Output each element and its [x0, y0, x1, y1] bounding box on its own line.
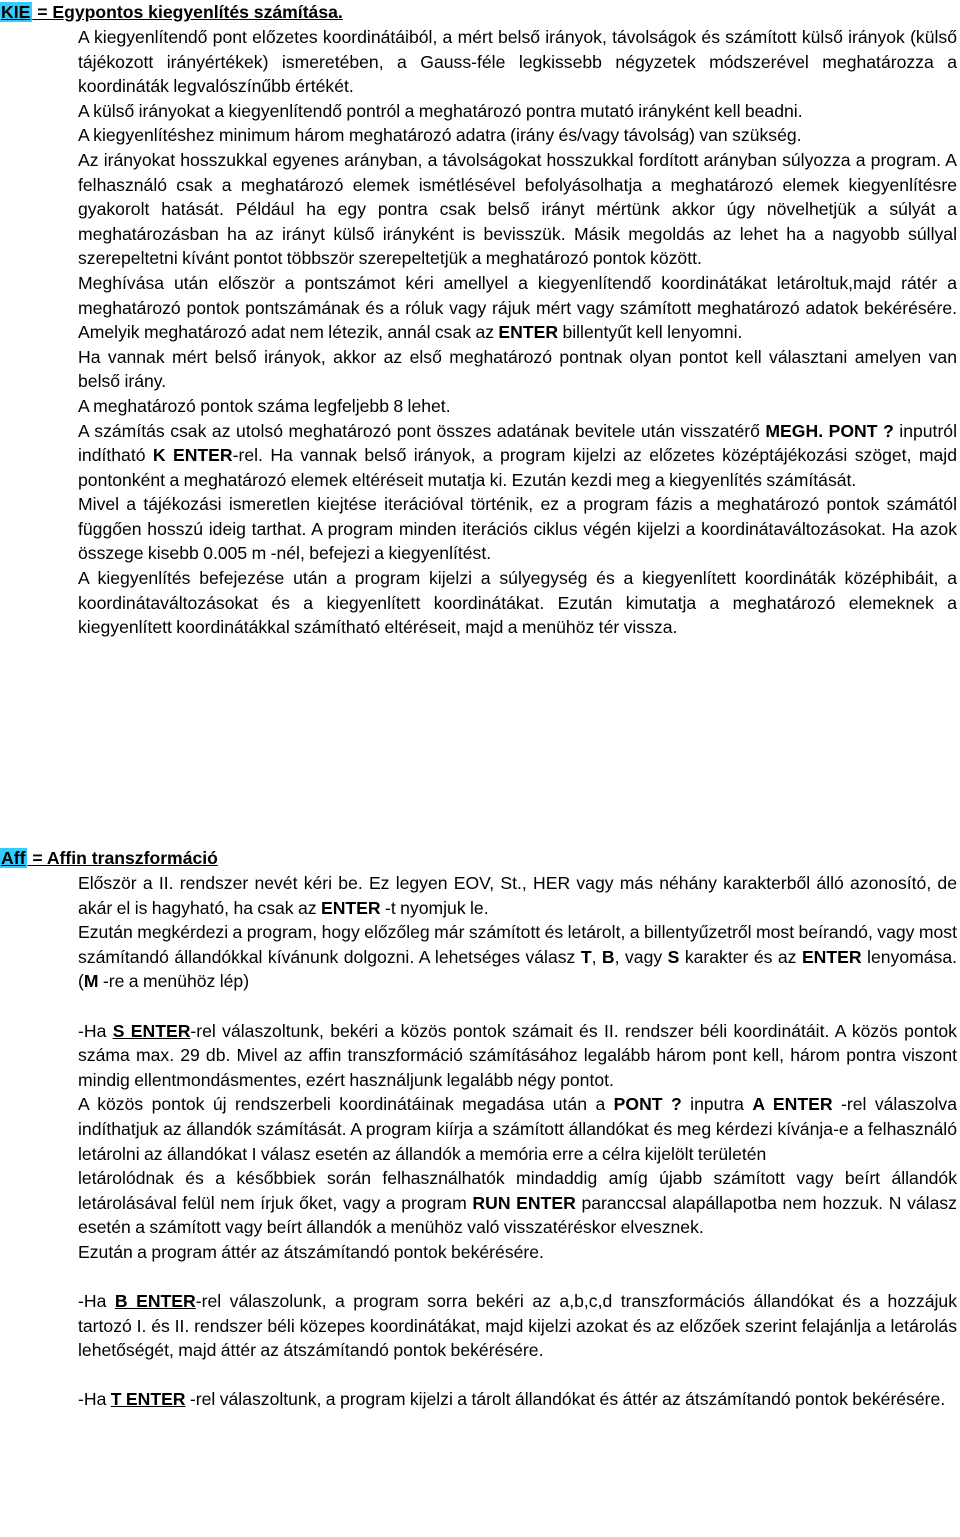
aff-s3-text-end: paranccsal alapállapotba nem hozzuk. N válasz esetén a számított vagy beírt állandók a menühöz való visszatéréskor elvesznek.: [78, 1192, 957, 1238]
kie-p8-text-end: -rel. Ha vannak belső irányok, a program kijelzi az előzetes középtájékozási szöget, majd pontonként a meghatározó elemek eltéréseit mutatja ki. Ezután kezdi meg a kiegyenlítés számítását.: [78, 445, 957, 490]
aff-p2-text: Ezután megkérdezi a program, hogy előzőleg már számított és letárolt, a billentyűzetről most beírandó, vagy most számítandó állandókkal kívánunk dolgozni. A lehetséges válasz: [78, 922, 957, 967]
kie-p5-text-end: billentyűt kell lenyomni.: [558, 322, 743, 343]
aff-s-text: -rel válaszoltunk, bekéri a közös pontok számait és II. rendszer béli koordinátáit. A közös pontok száma max. 29 db. Mivel az affin transzformáció számításához legalább három pont kell, három pontra viszont mindig ellentmondásmentes, ezért használjunk legalább négy pontot.: [78, 1020, 957, 1090]
enter-key-label: ENTER: [498, 322, 559, 343]
kie-tag: KIE: [1, 2, 31, 22]
kie-paragraph-7: A meghatározó pontok száma legfeljebb 8 lehet.: [78, 395, 451, 416]
aff-paragraph-2: [78, 920, 957, 994]
aff-heading: [0, 846, 218, 871]
aff-p2-sep-2: , vagy: [614, 946, 668, 967]
pont-prompt: PONT ?: [613, 1094, 682, 1115]
aff-s-option-paragraph-4: Ezután a program áttér az átszámítandó pontok bekérésére.: [78, 1241, 544, 1262]
aff-s-option-paragraph: [78, 1019, 957, 1093]
aff-s2-text-mid: inputra: [681, 1094, 753, 1115]
megh-pont-prompt: MEGH. PONT ?: [765, 420, 894, 441]
kie-paragraph-10: A kiegyenlítés befejezése után a program kijelzi a súlyegység és a kiegyenlített koordináták középhibáit, a koordinátaváltozásokat és a kiegyenlített koordinátákat. Ezután kimutatja a meghatározó elemeknek a kiegyenlített koordinátákkal számítható eltéréseit, majd a menühöz tér vissza.: [78, 568, 957, 638]
kie-p8-text: A számítás csak az utolsó meghatározó pont összes adatának bevitele után visszatérő: [78, 420, 766, 441]
enter-key-label: ENTER: [320, 897, 381, 918]
run-enter-key-label: RUN ENTER: [472, 1192, 576, 1213]
aff-p1-text: Először a II. rendszer nevét kéri be. Ez legyen EOV, St., HER vagy más néhány karakterből álló azonosító, de akár el is hagyható, ha csak az: [78, 873, 957, 918]
aff-s2-text-end: -rel válaszolva indíthatjuk az állandók számítását. A program kiírja a számított állandókat és meg kérdezi kívánja-e a felhasználó letárolni az állandókat I válasz esetén az állandók a memória erre a célra kijelölt területén: [78, 1094, 957, 1164]
kie-paragraph-9: Mivel a tájékozási ismeretlen kiejtése iterációval történik, ez a program fázis a meghatározó pontok számától függően hosszú ideig tarthat. A program minden iterációs ciklus végén kijelzi a koordinátaváltozásokat. Ha azok összege kisebb 0.005 m -nél, befejezi a kiegyenlítést.: [78, 494, 957, 564]
kie-paragraph-2: A külső irányokat a kiegyenlítendő pontról a meghatározó pontra mutató irányként kell beadni.: [78, 100, 803, 121]
enter-key-label: ENTER: [801, 946, 862, 967]
k-enter-key-label: K ENTER: [152, 445, 233, 466]
aff-s-prefix: -Ha: [78, 1020, 113, 1041]
kie-p5-text: Meghívása után először a pontszámot kéri amellyel a kiegyenlítendő koordinátákat letároltuk,majd rátér a meghatározó pontok pontszámának és a róluk vagy rájuk mért vagy számított meghatározó adatok bekérésére. Amelyik meghatározó adat nem létezik, annál csak az: [78, 272, 957, 343]
aff-paragraph-1: [78, 871, 957, 920]
aff-p2-text-end: -re a menühöz lép): [98, 971, 250, 992]
aff-p2-sep-4: lenyomása. (: [78, 946, 958, 992]
aff-b-text: -rel válaszolunk, a program sorra bekéri az a,b,c,d transzformációs állandókat és a hozzájuk tartozó I. és II. rendszer béli közepes koordinátákat, majd kijelzi azokat és az előzőek szerint felajánlja a letárolás lehetőségét, majd áttér az átszámítandó pontok bekérésére.: [78, 1291, 957, 1361]
kie-paragraph-8: [78, 419, 957, 493]
aff-s-option-paragraph-2: [78, 1092, 957, 1166]
kie-paragraph-1: A kiegyenlítendő pont előzetes koordinátáiból, a mért belső irányok, távolságok és számított külső irányok (külső tájékozott irányértékek) ismeretében, a Gauss-féle legkissebb négyzetek módszerével meghatározza a koordináták legvalószínűbb értékét.: [78, 27, 957, 97]
aff-tag: Aff: [1, 848, 26, 868]
kie-heading-title: = Egypontos kiegyenlítés számítása.: [32, 2, 343, 22]
aff-b-prefix: -Ha: [78, 1291, 115, 1312]
s-enter-key-label: S ENTER: [112, 1020, 191, 1041]
aff-t-text: -rel válaszoltunk, a program kijelzi a tárolt állandókat és áttér az átszámítandó pontok bekérésére.: [185, 1389, 946, 1410]
kie-section: [78, 25, 957, 640]
aff-b-option-paragraph: [78, 1289, 957, 1363]
b-enter-key-label: B ENTER: [114, 1291, 196, 1312]
aff-p2-sep-1: ,: [591, 946, 602, 967]
a-enter-key-label: A ENTER: [752, 1094, 833, 1115]
aff-heading-title: = Affin transzformáció: [27, 848, 218, 868]
aff-p2-sep-3: karakter és az: [679, 946, 802, 967]
aff-section: [78, 871, 957, 1412]
kie-paragraph-5: [78, 271, 957, 345]
t-enter-key-label: T ENTER: [110, 1389, 186, 1410]
aff-s3-text: letárolódnak és a későbbiek során felhasználhatók mindaddig amíg újabb számított vagy beírt állandók letárolásával felül nem írjuk őket, vagy a program: [78, 1168, 957, 1213]
aff-t-prefix: -Ha: [78, 1389, 111, 1410]
kie-heading: [0, 0, 343, 25]
s-key-label: S: [667, 946, 680, 967]
aff-s2-text: A közös pontok új rendszerbeli koordinátáinak megadása után a: [78, 1094, 614, 1115]
aff-s-option-paragraph-3: [78, 1166, 957, 1240]
kie-paragraph-4: Az irányokat hosszukkal egyenes arányban, a távolságokat hosszukkal fordított arányban súlyozza a program. A felhasználó csak a meghatározó elemek ismétlésével befolyásolhatja a meghatározó elemek kiegyenlítésre gyakorolt hatását. Például ha egy pontra csak belső irányt mértünk akkor úgy növelhetjük a súlyát a meghatározásban ha az irányt külső irányként is bevisszük. Másik megoldás az lehet ha a nagyobb súllyal szerepeltetni kívánt pontot többször szerepeltetjük a meghatározó pontok között.: [78, 149, 957, 269]
kie-p8-text-mid: inputról indítható: [78, 420, 958, 466]
kie-paragraph-6: Ha vannak mért belső irányok, akkor az első meghatározó pontnak olyan pontot kell választani amelyen van belső irány.: [78, 346, 957, 392]
m-key-label: M: [83, 971, 99, 992]
aff-p1-text-end: -t nyomjuk le.: [380, 897, 489, 918]
b-key-label: B: [601, 946, 615, 967]
kie-paragraph-3: A kiegyenlítéshez minimum három meghatározó adatra (irány és/vagy távolság) van szükség.: [78, 125, 802, 146]
aff-t-option-paragraph: [78, 1387, 957, 1412]
t-key-label: T: [580, 946, 592, 967]
